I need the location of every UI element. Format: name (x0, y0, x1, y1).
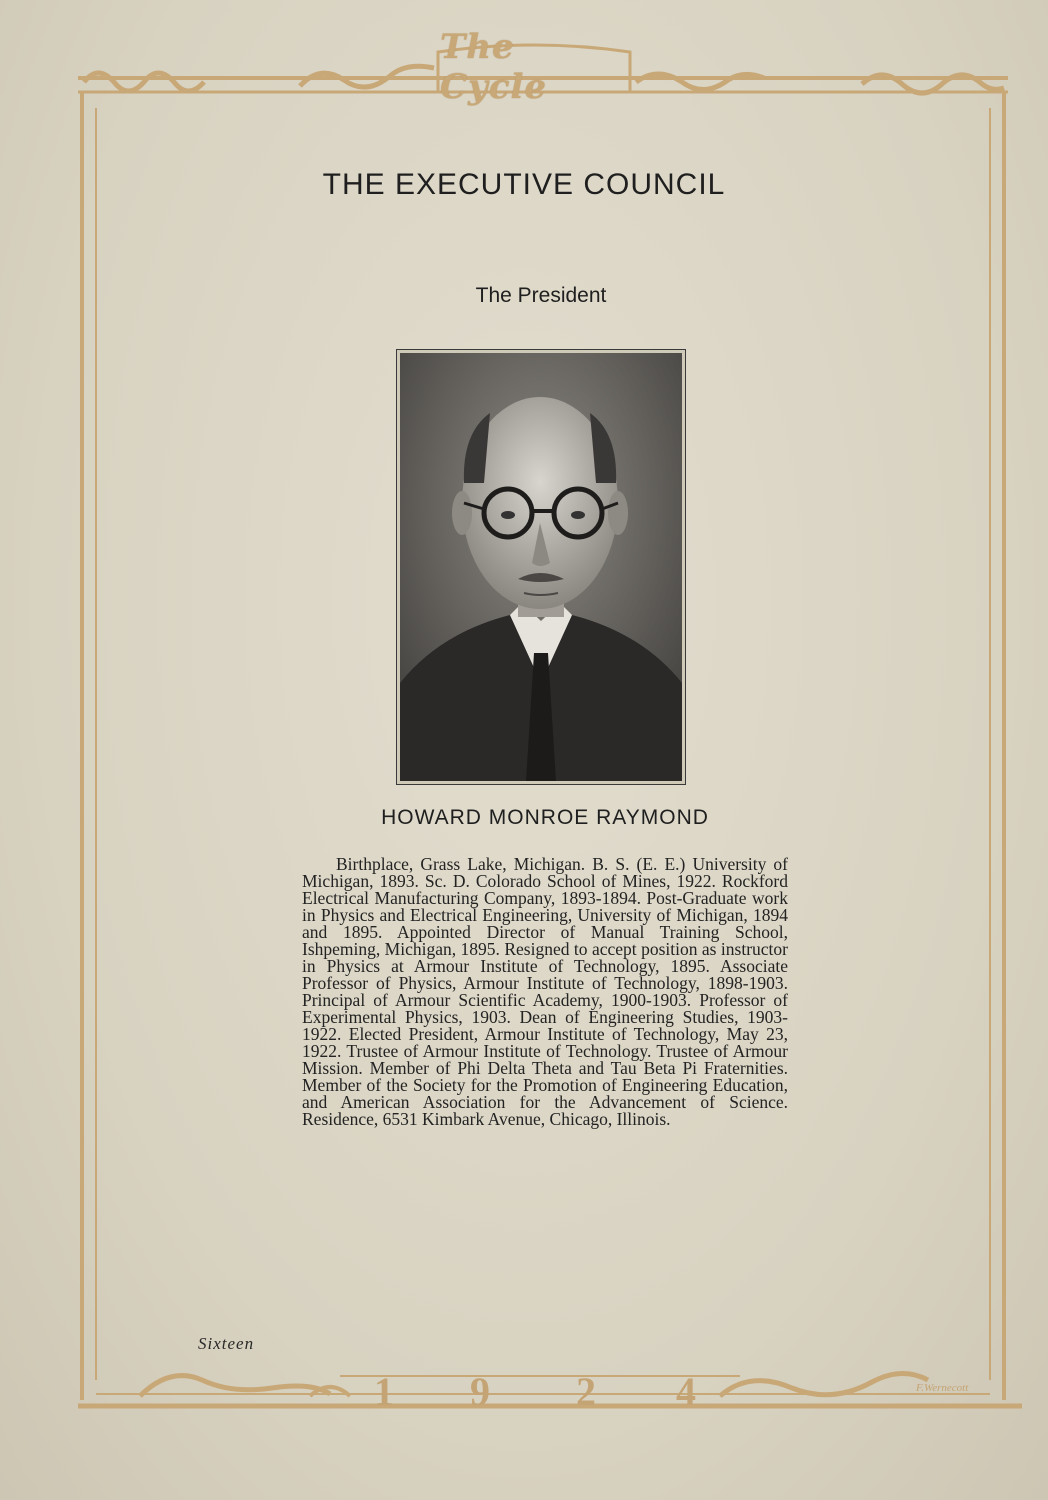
footer-year-digit-4: 4 (676, 1369, 696, 1414)
person-name: HOWARD MONROE RAYMOND (381, 806, 709, 829)
section-subtitle: The President (475, 284, 607, 307)
portrait-frame (396, 349, 686, 785)
page-number: Sixteen (198, 1334, 255, 1353)
biography-paragraph: Birthplace, Grass Lake, Michigan. B. S. (E. E.) University of Michigan, 1893. Sc. D. Colorado School of Mines, 1922. Rockford Electrical Manufacturing Company, 1893-1894. Post-Graduate work in Physics and Electrical Engineering, University of Michigan, 1894 and 1895. Appointed Director of Manual Training School, Ishpeming, Michigan, 1895. Resigned to accept position as instructor in Physics at Armour Institute of Technology, 1895. Associate Professor of Physics, Armour Institute of Technology, 1898-1903. Principal of Armour Scientific Academy, 1900-1903. Professor of Experimental Physics, 1903. Dean of Engineering Studies, 1903-1922. Elected President, Armour Institute of Technology, May 23, 1922. Trustee of Armour Institute of Technology. Trustee of Armour Mission. Member of Phi Delta Theta and Tau Beta Pi Fraternities. Member of the Society for the Promotion of Engineering Education, and American Association for the Advancement of Science. Residence, 6531 Kimbark Avenue, Chicago, Illinois. (302, 854, 788, 1129)
artist-signature: F.Wernecott (916, 1382, 969, 1394)
masthead-logo: The Cycle (440, 27, 548, 107)
footer-year-digit-3: 2 (576, 1369, 596, 1414)
page-title: THE EXECUTIVE COUNCIL (322, 168, 726, 201)
footer-year-digit-1: 1 (374, 1369, 394, 1414)
portrait-photo (400, 353, 682, 781)
footer-year-digit-2: 9 (470, 1369, 490, 1414)
